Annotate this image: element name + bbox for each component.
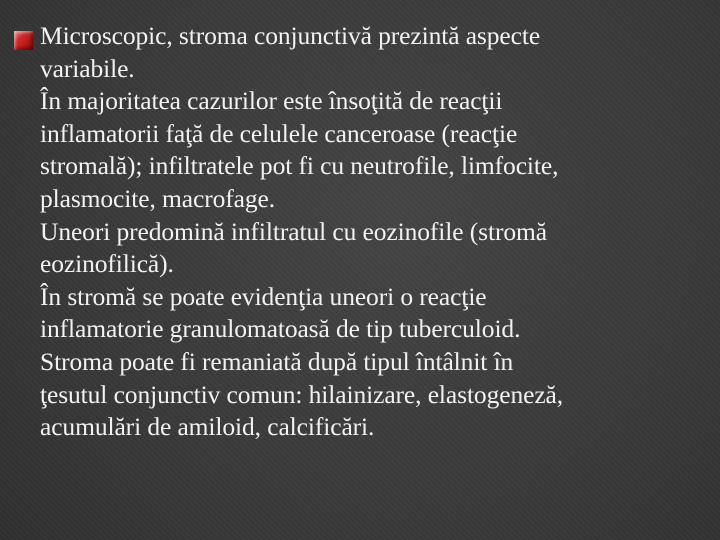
text-line: inflamatorii faţă de celulele canceroase (reacţie	[40, 118, 518, 148]
text-line: Stroma poate fi remaniată după tipul întâlnit în	[40, 346, 514, 376]
text-line: variabile.	[40, 53, 135, 83]
text-line: În majoritatea cazurilor este însoţită de reacţii	[40, 86, 503, 116]
text-line: ţesutul conjunctiv comun: hilainizare, elastogeneză,	[40, 379, 564, 409]
paragraph-inflammatory-reaction	[40, 85, 710, 215]
paragraph-granulomatous	[40, 281, 710, 346]
text-line: acumulări de amiloid, calcificări.	[40, 412, 375, 442]
paragraph-eosinophils	[40, 216, 710, 281]
slide-body-text	[40, 20, 710, 444]
text-line: În stromă se poate evidenţia uneori o reacţie	[40, 281, 487, 311]
red-square-bullet-icon	[14, 31, 33, 50]
text-line: stromală); infiltratele pot fi cu neutrofile, limfocite,	[40, 151, 559, 181]
paragraph-stroma-remodeling	[40, 346, 710, 444]
text-line: inflamatorie granulomatoasă de tip tuberculoid.	[40, 314, 521, 344]
text-line: Microscopic, stroma conjunctivă prezintă aspecte	[40, 21, 541, 50]
text-line: Uneori predomină infiltratul cu eozinofile (stromă	[40, 216, 547, 246]
paragraph-stroma-aspect	[40, 20, 710, 85]
text-line: eozinofilică).	[40, 249, 174, 279]
text-line: plasmocite, macrofage.	[40, 183, 275, 213]
